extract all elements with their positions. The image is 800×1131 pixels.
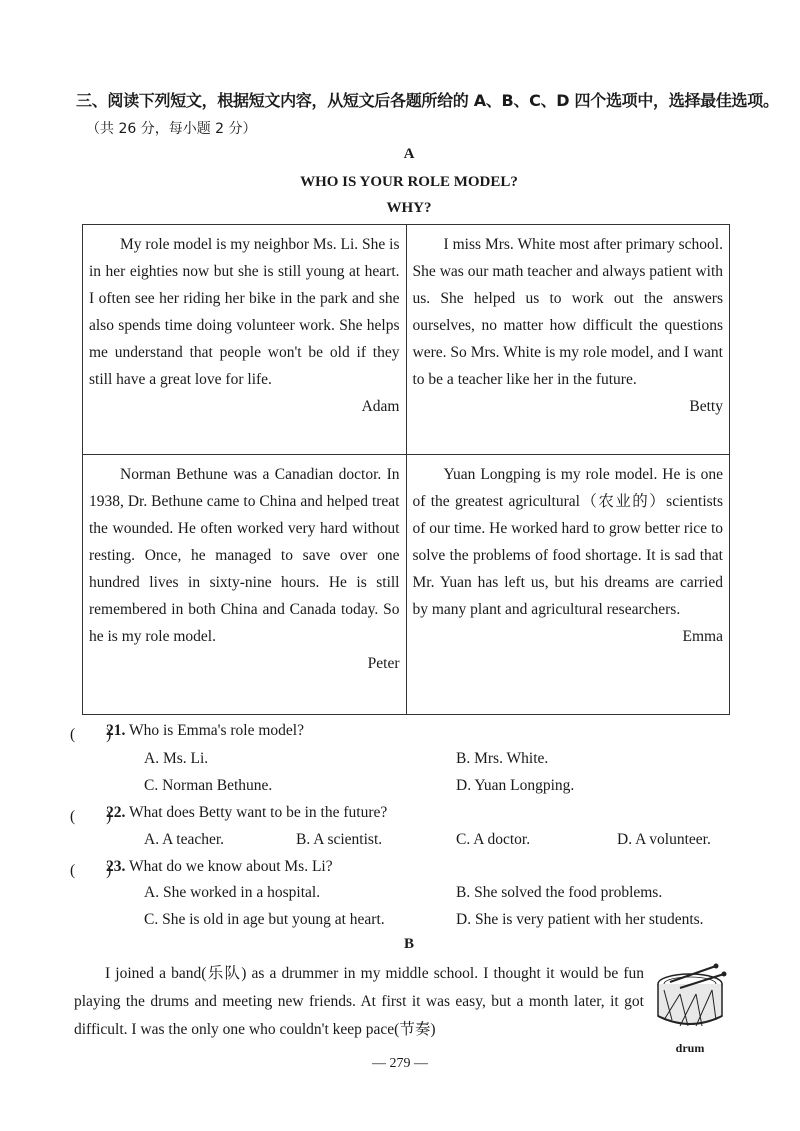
option-d: D. Yuan Longping.: [456, 777, 575, 794]
answer-blank[interactable]: ( ): [70, 862, 112, 879]
section-a-subtitle: WHY?: [386, 200, 432, 216]
option-c: C. Norman Bethune.: [144, 777, 273, 794]
question-23: [106, 858, 333, 876]
question-number: 23.: [106, 858, 126, 875]
option-b: B. Mrs. White.: [456, 750, 549, 767]
option-d: D. She is very patient with her students.: [456, 911, 704, 928]
card-text: I miss Mrs. White most after primary school. She was our math teacher and always patient with us. She helped us to work out the answers ourselves, no matter how difficult the questions were. So Mrs. White is my role model, and I want to be a teacher like her in the future.: [412, 236, 723, 388]
section-instruction: 三、阅读下列短文，根据短文内容，从短文后各题所给的 A、B、C、D 四个选项中，选择最佳选项。: [76, 91, 779, 110]
card-peter: [83, 455, 407, 715]
option-c: C. A doctor.: [456, 831, 531, 848]
option-b: B. She solved the food problems.: [456, 884, 663, 901]
card-author: Adam: [361, 398, 400, 415]
question-stem: What do we know about Ms. Li?: [128, 858, 333, 875]
answer-blank[interactable]: ( ): [70, 808, 112, 825]
question-number: 22.: [106, 804, 126, 821]
question-22: [106, 804, 387, 822]
option-c: C. She is old in age but young at heart.: [144, 911, 385, 928]
drum-icon: [650, 960, 730, 1040]
card-author: Betty: [689, 398, 723, 415]
question-21: [106, 722, 304, 740]
page-number: — 279 —: [372, 1056, 428, 1071]
role-model-table: [82, 224, 730, 715]
question-number: 21.: [106, 722, 126, 739]
card-text: My role model is my neighbor Ms. Li. She is in her eighties now but she is still young at heart. I often see her riding her bike in the park and she also spends time doing volunteer work. She helps me understand that people won't be old if they still have a great love for life.: [89, 236, 400, 388]
card-author: Emma: [682, 628, 723, 645]
section-b-passage: I joined a band(乐队) as a drummer in my middle school. I thought it would be fun playing the drums and meeting new friends. At first it was easy, but a month later, it got difficult. I was the only one who couldn't keep pace(节奏): [74, 965, 644, 1038]
answer-blank[interactable]: ( ): [70, 726, 112, 743]
option-d: D. A volunteer.: [617, 831, 711, 848]
card-adam: [83, 225, 407, 455]
section-b-letter: B: [403, 936, 414, 952]
card-text: Norman Bethune was a Canadian doctor. In 1938, Dr. Bethune came to China and helped treat the wounded. He often worked very hard without resting. Once, he managed to save over one hundred lives in sixty-nine hours. He is still remembered in both China and Canada today. So he is my role model.: [89, 466, 400, 645]
option-a: A. Ms. Li.: [144, 750, 209, 767]
card-emma: [406, 455, 730, 715]
option-a: A. A teacher.: [144, 831, 225, 848]
card-betty: [406, 225, 730, 455]
card-text: Yuan Longping is my role model. He is one of the greatest agricultural（农业的）scientists of our time. He worked hard to grow better rice to solve the problems of food shortage. It is sad that Mr. Yuan has left us, but his dreams are carried by many plant and agricultural researchers.: [412, 466, 723, 618]
question-stem: What does Betty want to be in the future?: [128, 804, 388, 821]
section-a-letter: A: [403, 146, 415, 162]
question-stem: Who is Emma's role model?: [128, 722, 304, 739]
drum-caption: drum: [675, 1041, 705, 1055]
score-note: （共 26 分，每小题 2 分）: [86, 121, 257, 137]
card-author: Peter: [367, 655, 400, 672]
option-b: B. A scientist.: [296, 831, 383, 848]
option-a: A. She worked in a hospital.: [144, 884, 321, 901]
section-a-title: WHO IS YOUR ROLE MODEL?: [300, 174, 518, 190]
